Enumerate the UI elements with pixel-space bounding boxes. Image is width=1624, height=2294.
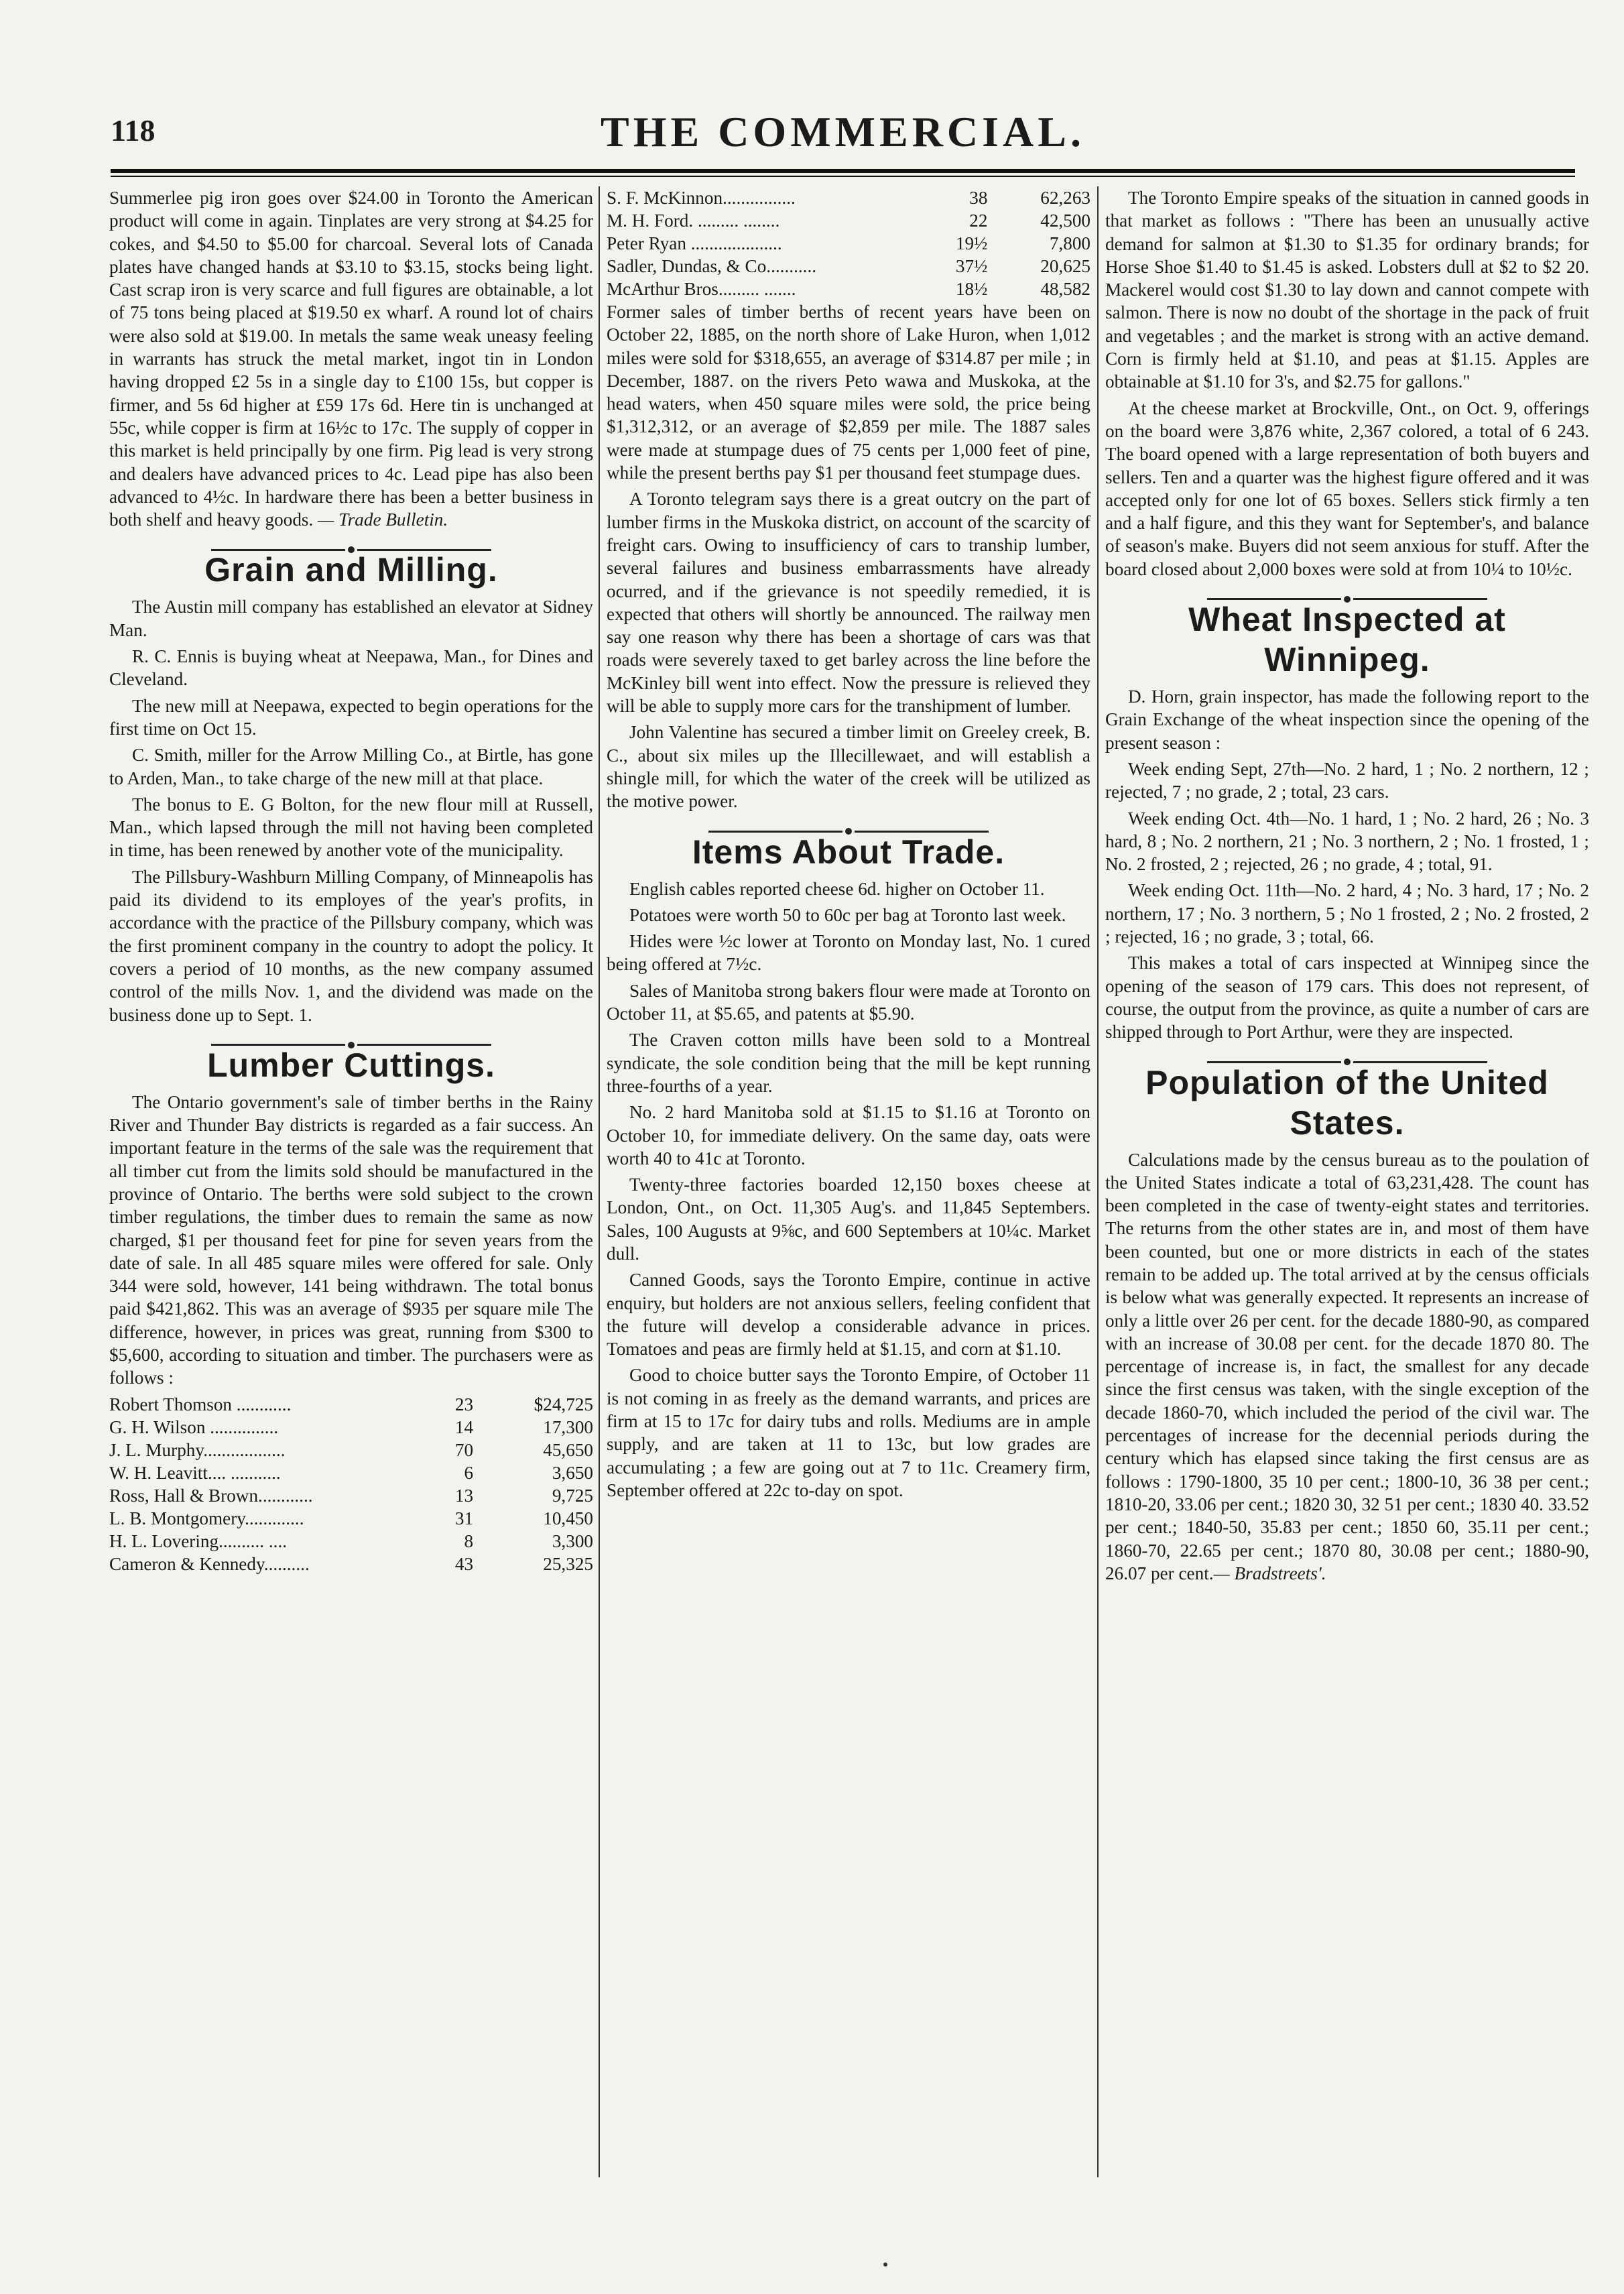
heading-grain-milling: Grain and Milling. (204, 551, 498, 589)
table-row (109, 1484, 593, 1507)
paragraph: Canned Goods, says the Toronto Empire, continue in active enquiry, but holders are not anxious sellers, feeling confident that the future will develop a considerable advance in prices. Tomatoes and peas are firmly held at $1.15, and corn at $1.10. (607, 1270, 1090, 1360)
paragraph: English cables reported cheese 6d. higher on October 11. (629, 878, 1045, 899)
table-cell: 38 (969, 188, 988, 208)
table-row (109, 1461, 593, 1484)
article-credit: — Trade Bulletin. (318, 509, 448, 530)
table-cell: 42,500 (1040, 210, 1090, 231)
paragraph: D. Horn, grain inspector, has made the following report to the Grain Exchange of the wheat inspection since the opening of the present season : (1105, 686, 1589, 753)
paragraph: John Valentine has secured a timber limit on Greeley creek, B. C., about six miles up the Illecillewaet, and will establish a shingle mill, for which the water of the creek will be utilized as the motive power. (607, 722, 1090, 812)
section-separator (1105, 1049, 1589, 1059)
table-row (607, 209, 1090, 232)
header-rule-thin (111, 176, 1575, 177)
table-cell: 17,300 (543, 1416, 593, 1437)
header-rule (111, 169, 1575, 173)
page-header (111, 101, 1575, 168)
table-cell: 13 (454, 1485, 474, 1506)
purchasers-table (109, 1393, 593, 1575)
table-cell: 70 (454, 1439, 474, 1460)
paragraph: Former sales of timber berths of recent years have been on October 22, 1885, on the north shore of Lake Huron, when 1,012 miles were sold for $318,655, an average of $314.87 per mile ; in December, 1887. on the rivers Peto wawa and Muskoka, at the head waters, when 450 square miles were sold, the price being $1,312,312, or an average of $2,859 per mile. The 1887 sales were made at stumpage dues of 75 cents per 1,000 feet of pine, while the present berths pay $1 per thousand feet stumpage dues. (607, 302, 1090, 483)
table-cell: 14 (454, 1416, 474, 1437)
table-row (109, 1553, 593, 1575)
table-cell: Robert Thomson ............ (109, 1394, 292, 1414)
table-cell: 19½ (955, 233, 988, 253)
table-cell: Peter Ryan .................... (607, 233, 782, 253)
column-divider (1097, 186, 1099, 2177)
paragraph: Week ending Oct. 4th—No. 1 hard, 1 ; No. 2 hard, 26 ; No. 3 hard, 8 ; No. 2 northern, 21 ; No. 3 northern, 2 ; No. 1 frosted, 1 ; No. 2 frosted, 2 ; rejected, 26 ; no grade, 4 ; total, 91. (1105, 808, 1589, 875)
paragraph: A Toronto telegram says there is a great outcry on the part of lumber firms in the Muskoka district, on account of the scarcity of freight cars. Owing to insufficiency of cars to tranship lumber, several failures and business embarrassments have already ocurred, and if the grievance is not speedily remedied, it is expected that others will shortly be announced. The railway men say one reason why there has been a shortage of cars was that roads were severely taxed to get barley across the line before the McKinley bill went into effect. Now the pressure is relieved they will be able to supply more cars for the transhipment of lumber. (607, 489, 1090, 717)
paragraph: The Toronto Empire speaks of the situation in canned goods in that market as follows : "There has been an unusually active demand for salmon at $1.30 to $1.35 for ordinary brands; for Horse Shoe $1.40 to $1.45 is asked. Lobsters dull at $2 to $2 20. Mackerel would cost $1.30 to lay down and cannot compete with salmon. There is now no doubt of the shortage in the pack of fruit and vegetables ; and the market is strong with an active demand. Corn is firmly held at $1.10, and peas at $1.15. Apples are obtainable at $1.10 for 3's, and $2.75 for gallons." (1105, 188, 1589, 392)
table-cell: 7,800 (1049, 233, 1090, 253)
heading-population-us: Population of the United States. (1145, 1063, 1549, 1142)
page-number: 118 (111, 113, 155, 147)
table-cell: W. H. Leavitt.... ........... (109, 1462, 281, 1483)
table-cell: 9,725 (552, 1485, 593, 1506)
table-row (607, 255, 1090, 278)
section-separator (607, 819, 1090, 828)
table-cell: 43 (454, 1553, 474, 1574)
paragraph: Potatoes were worth 50 to 60c per bag at Toronto last week. (629, 904, 1066, 925)
paragraph: The Craven cotton mills have been sold to a Montreal syndicate, the sole condition being that the mill be kept running three-fourths of a year. (607, 1030, 1090, 1096)
table-cell: 20,625 (1040, 256, 1090, 276)
table-cell: G. H. Wilson ............... (109, 1416, 279, 1437)
paragraph: The Austin mill company has established an elevator at Sidney Man. (109, 597, 593, 640)
table-cell: 18½ (955, 279, 988, 299)
table-cell: 3,650 (552, 1462, 593, 1483)
table-cell: Sadler, Dundas, & Co........... (607, 256, 817, 276)
table-row (109, 1393, 593, 1416)
print-speck (883, 2262, 887, 2267)
article-credit: — Bradstreets'. (1213, 1563, 1326, 1583)
table-cell: $24,725 (534, 1394, 593, 1414)
table-cell: Cameron & Kennedy.......... (109, 1553, 310, 1574)
table-row (607, 186, 1090, 209)
table-row (109, 1530, 593, 1553)
heading-items-about-trade: Items About Trade. (692, 833, 1005, 871)
table-cell: 45,650 (543, 1439, 593, 1460)
table-row (607, 278, 1090, 300)
table-cell: 37½ (955, 256, 988, 276)
table-row (109, 1507, 593, 1530)
column-divider (599, 186, 600, 2177)
table-cell: 25,325 (543, 1553, 593, 1574)
table-row (109, 1416, 593, 1439)
table-cell: 6 (464, 1462, 474, 1483)
table-cell: McArthur Bros......... ....... (607, 279, 796, 299)
table-cell: H. L. Lovering.......... .... (109, 1530, 288, 1551)
section-separator (109, 1032, 593, 1041)
paragraph: R. C. Ennis is buying wheat at Neepawa, Man., for Dines and Cleveland. (109, 646, 593, 690)
paragraph: The Ontario government's sale of timber berths in the Rainy River and Thunder Bay districts is regarded as a fair success. An important feature in the terms of the sale was the requirement that all timber cut from the limits sold should be manufactured in the province of Ontario. The berths were sold subject to the crown timber regulations, the timber dues to remain the same as now charged, $1 per thousand feet for pine for seven years from the date of sale. In all 485 square miles were offered for sale. Only 344 were sold, however, 141 being withdrawn. The total bonus paid $421,862. This was an average of $935 per square mile The difference, however, in prices was great, running from $300 to $5,600, according to situation and timber. The purchasers were as follows : (109, 1091, 593, 1388)
paragraph-population: Calculations made by the census bureau as to the poulation of the United States indicate a total of 63,231,428. The count has been completed in the case of twenty-eight states and territories. The returns from the other states are in, and most of them have been counted, but one or more districts in each of the states remain to be added up. The total arrived at by the census officials is below what was generally expected. It represents an increase of only a little over 26 per cent. for the decade 1880-90, as compared with an increase of 30.08 per cent. for the decade 1870 80. The percentage of increase is, in fact, the smallest for any decade since the first census was taken, with the single exception of the decade 1860-70, which included the period of the civil war. The percentages of increase for the decennial periods during the century which has elapsed since taking the first census are as follows : 1790-1800, 35 10 per cent.; 1800-10, 36 38 per cent.; 1810-20, 33.06 per cent.; 1820 30, 32 51 per cent.; 1830 40. 33.52 per cent.; 1840-50, 35.83 per cent.; 1850 60, 35.11 per cent.; 1860-70, 22.65 per cent.; 1870 80, 30.08 per cent.; 1880-90, 26.07 per cent.— Bradstreets'. (1105, 1149, 1589, 1583)
column-1 (109, 186, 593, 2218)
column-3 (1105, 186, 1589, 2218)
table-cell: 10,450 (543, 1508, 593, 1528)
article-metals: Summerlee pig iron goes over $24.00 in Toronto the American product will come in again. Tinplates are very strong at $4.25 for cokes, and $4.50 to $5.00 for charcoal. Several lots of Canada plates have changed hands at $3.10 to $3.15, stocks being light. Cast scrap iron is very scarce and full figures are obtainable, a lot of 75 tons being placed at $19.50 ex wharf. A round lot of chairs were also sold at $19.00. In metals the same weak uneasy feeling in warrants has struck the metal market, ingot tin in London having dropped £2 5s in a single day to £100 15s, but copper is firmer, and 5s 6d higher at £59 17s 6d. Here tin is unchanged at 55c, while copper is firm at 16½c to 17c. The supply of copper in this market is held principally by one firm. Pig lead is very strong and dealers have advanced prices to 4c. Lead pipe has also been advanced to 4½c. In hardware there has been a better business in both shelf and heavy goods. — Trade Bulletin. (109, 188, 593, 530)
column-2 (607, 186, 1090, 2218)
section-separator (1105, 586, 1589, 595)
table-cell: L. B. Montgomery............. (109, 1508, 304, 1528)
paragraph: The new mill at Neepawa, expected to begin operations for the first time on Oct 15. (109, 695, 593, 739)
paragraph: At the cheese market at Brockville, Ont., on Oct. 9, offerings on the board were 3,876 white, 2,367 colored, a total of 6 243. The board opened with a large representation of both buyers and sellers. Ten and a quarter was the highest figure offered and it was accepted only for one lot of 65 boxes. Sellers stick firmly a ten and a half figure, and this they want for September's, and balance of season's make. Buyers did not seem anxious for stuff. After the board closed about 2,000 boxes were sold at from 10¼ to 10½c. (1105, 398, 1589, 579)
paragraph: Sales of Manitoba strong bakers flour were made at Toronto on October 11, at $5.65, and patents at $5.90. (607, 980, 1090, 1024)
table-cell: 31 (454, 1508, 474, 1528)
paragraph: Good to choice butter says the Toronto Empire, of October 11 is not coming in as freely as the demand warrants, and prices are firm at 15 to 17c for dairy tubs and rolls. Mediums are in ample supply, and are taken at 11 to 13c, but low grades are accumulating ; a few are going out at 7 to 11c. Creamery firm, September offered at 22c to-day on spot. (607, 1365, 1090, 1500)
paragraph: Week ending Sept, 27th—No. 2 hard, 1 ; No. 2 northern, 12 ; rejected, 7 ; no grade, 2 ; total, 23 cars. (1105, 758, 1589, 802)
table-row (607, 232, 1090, 255)
paragraph: C. Smith, miller for the Arrow Milling Co., at Birtle, has gone to Arden, Man., to take charge of the new mill at that place. (109, 745, 593, 788)
table-cell: 48,582 (1040, 279, 1090, 299)
table-cell: Ross, Hall & Brown............ (109, 1485, 313, 1506)
paragraph: The bonus to E. G Bolton, for the new flour mill at Russell, Man., which lapsed through the mill not having been completed in time, has been renewed by another vote of the municipality. (109, 794, 593, 861)
heading-lumber-cuttings: Lumber Cuttings. (207, 1046, 495, 1084)
table-cell: M. H. Ford. ......... ........ (607, 210, 780, 231)
table-cell: 22 (969, 210, 988, 231)
table-cell: S. F. McKinnon................ (607, 188, 796, 208)
masthead-title: THE COMMERCIAL. (601, 108, 1085, 156)
paragraph: Hides were ½c lower at Toronto on Monday last, No. 1 cured being offered at 7½c. (607, 931, 1090, 975)
table-cell: 62,263 (1040, 188, 1090, 208)
table-cell: 23 (454, 1394, 474, 1414)
purchasers-table-continued (607, 186, 1090, 300)
table-row (109, 1439, 593, 1461)
table-cell: J. L. Murphy.................. (109, 1439, 286, 1460)
paragraph: This makes a total of cars inspected at Winnipeg since the opening of the season of 179 cars. This does not represent, of course, the output from the province, as quite a number of cars are shipped through to Port Arthur, were they are inspected. (1105, 953, 1589, 1042)
section-separator (109, 536, 593, 546)
paragraph: Week ending Oct. 11th—No. 2 hard, 4 ; No. 3 hard, 17 ; No. 2 northern, 17 ; No. 3 northern, 5 ; No 1 frosted, 2 ; No. 2 frosted, 2 ; rejected, 16 ; no grade, 3 ; total, 66. (1105, 880, 1589, 947)
paragraph: Twenty-three factories boarded 12,150 boxes cheese at London, Ont., on Oct. 11,305 Aug's. and 11,845 Septembers. Sales, 100 Augusts at 9⅝c, and 600 Septembers at 10¼c. Market dull. (607, 1174, 1090, 1264)
paragraph: The Pillsbury-Washburn Milling Company, of Minneapolis has paid its dividend to its employes of the year's profits, in accordance with the practice of the Pillsbury company, which was the first prominent company in the country to adopt the policy. It covers a period of 10 months, as the new company assumed control of the mills Nov. 1, and the dividend was made on the business done up to Sept. 1. (109, 866, 593, 1025)
heading-wheat-inspected: Wheat Inspected at Winnipeg. (1188, 601, 1506, 679)
paragraph: No. 2 hard Manitoba sold at $1.15 to $1.16 at Toronto on October 10, for immediate delivery. On the same day, oats were worth 40 to 41c at Toronto. (607, 1102, 1090, 1168)
table-cell: 3,300 (552, 1530, 593, 1551)
table-cell: 8 (464, 1530, 474, 1551)
